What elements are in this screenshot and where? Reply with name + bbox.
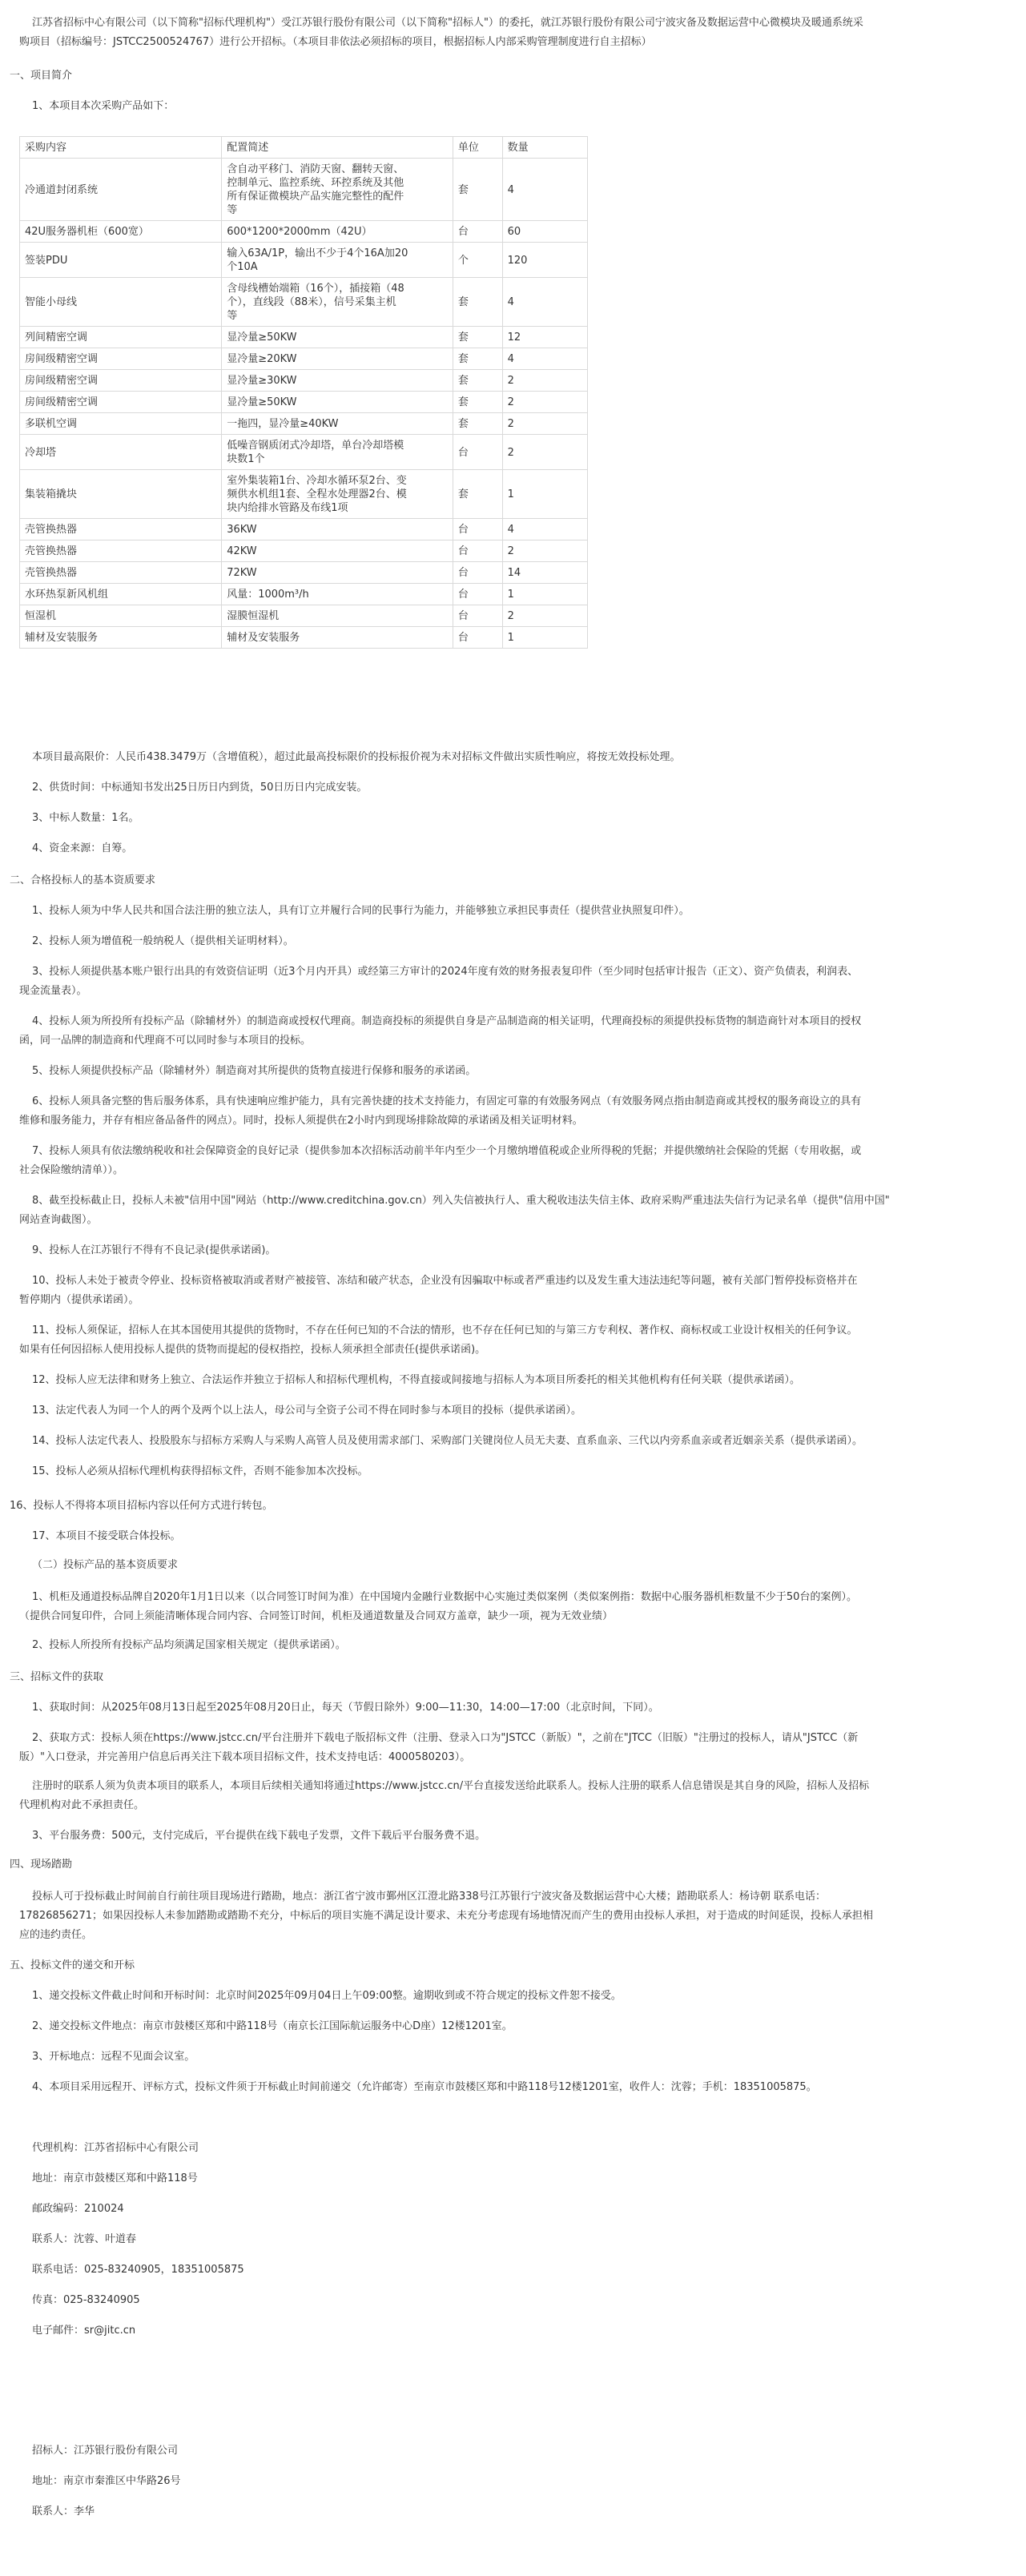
product-desc-line: 等 <box>227 204 238 216</box>
product-qty-cell: 4 <box>502 348 587 370</box>
product-name-cell: 辅材及安装服务 <box>20 627 222 649</box>
table-row <box>20 627 588 649</box>
table-row <box>20 159 588 221</box>
product-unit-cell: 个 <box>453 243 502 278</box>
product-desc-cell <box>222 159 453 221</box>
table-header-cell: 配置简述 <box>222 137 453 159</box>
product-unit-cell: 套 <box>453 470 502 519</box>
product-desc-line: 频供水机组1套、全程水处理器2台、模 <box>227 488 407 500</box>
submission-location: 2、递交投标文件地点：南京市鼓楼区郑和中路118号（南京长江国际航运服务中心D座）12楼1201室。 <box>32 2020 513 2032</box>
qualification-item-continued: 维修和服务能力，并存有相应备品备件的网点）。同时，投标人须提供在2小时内到现场排除故障的承诺函及相关证明材料。 <box>19 1115 583 1127</box>
table-row <box>20 435 588 470</box>
product-name-cell: 壳管换热器 <box>20 519 222 541</box>
product-qty-cell: 60 <box>502 221 587 243</box>
qualification-item-continued: 现金流量表）。 <box>19 985 87 997</box>
product-qty-cell: 12 <box>502 327 587 348</box>
product-qty-cell: 2 <box>502 413 587 435</box>
product-desc-line: 含自动平移门、消防天窗、翻转天窗、 <box>227 163 404 175</box>
winner-count: 3、中标人数量：1名。 <box>32 812 139 824</box>
product-desc-line: 显冷量≥50KW <box>227 396 297 408</box>
agent-info-line: 电子邮件：sr@jitc.cn <box>32 2325 136 2337</box>
table-header-cell: 数量 <box>502 137 587 159</box>
table-row <box>20 278 588 327</box>
product-requirements-title: （二）投标产品的基本资质要求 <box>32 1559 179 1571</box>
site-visit-line-2: 17826856271；如果因投标人未参加踏勘或踏勘不充分，中标后的项目实施不满足设计要求、未充分考虑现有场地情况而产生的费用由投标人承担，对于造成的时间延误，投标人承担相 <box>19 1910 873 1922</box>
product-qty-cell: 1 <box>502 584 587 605</box>
qualification-item: 6、投标人须具备完整的售后服务体系，具有快速响应维护能力，具有完善快捷的技术支持能力，有固定可靠的有效服务网点（有效服务网点指由制造商或其授权的服务商设立的具有 <box>32 1095 862 1107</box>
opening-location: 3、开标地点：远程不见面会议室。 <box>32 2051 195 2063</box>
qualification-item: 10、投标人未处于被责令停业、投标资格被取消或者财产被接管、冻结和破产状态，企业没有因骗取中标或者严重违约以及发生重大违法违纪等问题，被有关部门暂停投标资格并在 <box>32 1275 858 1287</box>
qualification-item: 2、投标人须为增值税一般纳税人（提供相关证明材料）。 <box>32 935 294 947</box>
product-name-cell: 水环热泵新风机组 <box>20 584 222 605</box>
table-row <box>20 413 588 435</box>
product-desc-cell <box>222 605 453 627</box>
product-qty-cell: 4 <box>502 519 587 541</box>
product-unit-cell: 套 <box>453 413 502 435</box>
product-qty-cell: 2 <box>502 435 587 470</box>
product-qty-cell: 2 <box>502 541 587 562</box>
agent-info-line: 联系人：沈蓉、叶道春 <box>32 2233 137 2245</box>
qualification-item: 14、投标人法定代表人、投股股东与招标方采购人与采购人高管人员及使用需求部门、采购部门关键岗位人员无夫妻、直系血亲、三代以内旁系血亲或者近姻亲关系（提供承诺函）。 <box>32 1435 863 1447</box>
tenderer-info-line: 招标人：江苏银行股份有限公司 <box>32 2445 179 2457</box>
product-qty-cell: 14 <box>502 562 587 584</box>
product-unit-cell: 套 <box>453 348 502 370</box>
product-desc-line: 低噪音钢质闭式冷却塔，单台冷却塔模 <box>227 440 404 452</box>
product-name-cell: 壳管换热器 <box>20 562 222 584</box>
qualification-item: 13、法定代表人为同一个人的两个及两个以上法人，母公司与全资子公司不得在同时参与本项目的投标（提供承诺函）。 <box>32 1405 582 1417</box>
section-1-item-1: 1、本项目本次采购产品如下： <box>32 100 175 112</box>
product-name-cell: 房间级精密空调 <box>20 370 222 392</box>
product-desc-cell <box>222 413 453 435</box>
qualification-item: 3、投标人须提供基本账户银行出具的有效资信证明（近3个月内开具）或经第三方审计的2024年度有效的财务报表复印件（至少同时包括审计报告（正文）、资产负债表，利润表、 <box>32 966 859 978</box>
platform-fee: 3、平台服务费：500元，支付完成后，平台提供在线下载电子发票，文件下载后平台服务费不退。 <box>32 1830 486 1842</box>
product-desc-cell <box>222 221 453 243</box>
product-unit-cell: 台 <box>453 627 502 649</box>
obtain-method-line-1: 2、获取方式：投标人须在https://www.jstcc.cn/平台注册并下载电子版招标文件（注册、登录入口为"JSTCC（新版）"，之前在"JTCC（旧版）"注册过的投标人，请从"JSTCC（新 <box>32 1732 859 1744</box>
product-req-2: 2、投标人所投所有投标产品均须满足国家相关规定（提供承诺函）。 <box>32 1639 346 1651</box>
table-row <box>20 470 588 519</box>
product-qty-cell: 2 <box>502 370 587 392</box>
product-desc-cell <box>222 627 453 649</box>
site-visit-line-1: 投标人可于投标截止时间前自行前往项目现场进行踏勘，地点：浙江省宁波市鄞州区江澄北路338号江苏银行宁波灾备及数据运营中心大楼；踏勘联系人：杨诗朝 联系电话： <box>32 1891 826 1903</box>
agent-info-line: 代理机构：江苏省招标中心有限公司 <box>32 2142 199 2154</box>
section-3-title: 三、招标文件的获取 <box>10 1671 104 1683</box>
product-desc-cell <box>222 541 453 562</box>
qualification-item-continued: 网站查询截图）。 <box>19 1214 98 1226</box>
product-qty-cell: 1 <box>502 627 587 649</box>
product-unit-cell: 套 <box>453 327 502 348</box>
product-desc-line: 显冷量≥50KW <box>227 332 297 344</box>
product-unit-cell: 套 <box>453 370 502 392</box>
product-desc-cell <box>222 470 453 519</box>
qualification-item-continued: 函，同一品牌的制造商和代理商不可以同时参与本项目的投标。 <box>19 1035 312 1047</box>
product-qty-cell: 2 <box>502 392 587 413</box>
price-limit: 本项目最高限价：人民币438.3479万（含增值税），超过此最高投标限价的投标报价视为未对招标文件做出实质性响应，将按无效投标处理。 <box>32 751 681 763</box>
product-desc-cell <box>222 327 453 348</box>
no-subcontract: 16、投标人不得将本项目招标内容以任何方式进行转包。 <box>10 1500 273 1512</box>
product-desc-cell <box>222 519 453 541</box>
product-name-cell: 壳管换热器 <box>20 541 222 562</box>
section-5-title: 五、投标文件的递交和开标 <box>10 1959 135 1971</box>
product-desc-line: 控制单元、监控系统、环控系统及其他 <box>227 177 404 189</box>
product-desc-line: 辅材及安装服务 <box>227 632 300 644</box>
agent-info-line: 联系电话：025-83240905，18351005875 <box>32 2264 244 2276</box>
product-qty-cell: 1 <box>502 470 587 519</box>
product-unit-cell: 台 <box>453 584 502 605</box>
product-desc-line: 湿膜恒湿机 <box>227 610 280 622</box>
product-desc-cell <box>222 562 453 584</box>
table-row <box>20 370 588 392</box>
product-name-cell: 签装PDU <box>20 243 222 278</box>
product-desc-line: 显冷量≥30KW <box>227 375 297 387</box>
product-name-cell: 房间级精密空调 <box>20 392 222 413</box>
table-row <box>20 243 588 278</box>
tenderer-info-line: 地址：南京市秦淮区中华路26号 <box>32 2475 181 2487</box>
product-desc-line: 块数1个 <box>227 453 265 465</box>
product-unit-cell: 台 <box>453 605 502 627</box>
product-name-cell: 恒湿机 <box>20 605 222 627</box>
submission-deadline: 1、递交投标文件截止时间和开标时间：北京时间2025年09月04日上午09:00整。逾期收到或不符合规定的投标文件恕不接受。 <box>32 1990 622 2002</box>
agent-info-line: 传真：025-83240905 <box>32 2294 140 2306</box>
product-desc-cell <box>222 243 453 278</box>
intro-line-2: 购项目（招标编号：JSTCC2500524767）进行公开招标。（本项目非依法必须招标的项目，根据招标人内部采购管理制度进行自主招标） <box>19 36 652 48</box>
qualification-item-continued: 社会保险缴纳清单））。 <box>19 1164 124 1176</box>
product-req-1-line-1: 1、机柜及通道投标品牌自2020年1月1日以来（以合同签订时间为准）在中国境内金融行业数据中心实施过类似案例（类似案例指：数据中心服务器机柜数量不少于50台的案例）。 <box>32 1591 857 1603</box>
product-table <box>19 136 588 649</box>
qualification-item: 15、投标人必须从招标代理机构获得招标文件，否则不能参加本次投标。 <box>32 1465 368 1477</box>
product-unit-cell: 台 <box>453 562 502 584</box>
fund-source: 4、资金来源：自筹。 <box>32 842 133 854</box>
product-desc-line: 42KW <box>227 545 257 557</box>
qualification-item: 9、投标人在江苏银行不得有不良记录(提供承诺函)。 <box>32 1244 276 1256</box>
product-name-cell: 冷通道封闭系统 <box>20 159 222 221</box>
qualification-item-continued: 暂停期内（提供承诺函）。 <box>19 1294 139 1306</box>
table-row <box>20 562 588 584</box>
product-unit-cell: 台 <box>453 519 502 541</box>
tenderer-info-line: 联系人：李华 <box>32 2506 95 2518</box>
product-req-1-line-2: （提供合同复印件，合同上须能清晰体现合同内容、合同签订时间，机柜及通道数量及合同双方盖章，缺少一项，视为无效业绩） <box>19 1610 614 1622</box>
qualification-item: 11、投标人须保证，招标人在其本国使用其提供的货物时，不存在任何已知的不合法的情形，也不存在任何已知的与第三方专利权、著作权、商标权或工业设计权相关的任何争议。 <box>32 1324 858 1336</box>
product-desc-cell <box>222 348 453 370</box>
delivery-time: 2、供货时间：中标通知书发出25日历日内到货，50日历日内完成安装。 <box>32 782 368 794</box>
product-name-cell: 房间级精密空调 <box>20 348 222 370</box>
product-qty-cell: 120 <box>502 243 587 278</box>
product-unit-cell: 套 <box>453 392 502 413</box>
qualification-item: 8、截至投标截止日，投标人未被"信用中国"网站（http://www.creditchina.gov.cn）列入失信被执行人、重大税收违法失信主体、政府采购严重违法失信行为记录名单（提供"信用中国" <box>32 1195 890 1207</box>
table-row <box>20 541 588 562</box>
product-desc-line: 所有保证微模块产品实施完整性的配件 <box>227 191 404 203</box>
product-desc-line: 一拖四，显冷量≥40KW <box>227 418 339 430</box>
qualification-item: 7、投标人须具有依法缴纳税收和社会保障资金的良好记录（提供参加本次招标活动前半年内至少一个月缴纳增值税或企业所得税的凭据；并提供缴纳社会保险的凭据（专用收据，或 <box>32 1145 862 1157</box>
product-desc-line: 显冷量≥20KW <box>227 353 297 365</box>
product-name-cell: 集装箱撬块 <box>20 470 222 519</box>
intro-line-1: 江苏省招标中心有限公司（以下简称"招标代理机构"）受江苏银行股份有限公司（以下简称"招标人"）的委托，就江苏银行股份有限公司宁波灾备及数据运营中心微模块及暖通系统采 <box>32 17 863 29</box>
table-row <box>20 348 588 370</box>
product-desc-cell <box>222 370 453 392</box>
product-unit-cell: 台 <box>453 541 502 562</box>
site-visit-line-3: 应的违约责任。 <box>19 1929 93 1941</box>
product-desc-cell <box>222 435 453 470</box>
table-header-cell: 单位 <box>453 137 502 159</box>
product-unit-cell: 台 <box>453 435 502 470</box>
product-desc-line: 72KW <box>227 567 257 579</box>
product-desc-line: 36KW <box>227 524 257 536</box>
product-name-cell: 多联机空调 <box>20 413 222 435</box>
product-desc-cell <box>222 584 453 605</box>
product-desc-line: 600*1200*2000mm（42U） <box>227 226 372 238</box>
table-header-cell: 采购内容 <box>20 137 222 159</box>
table-row <box>20 392 588 413</box>
table-row <box>20 584 588 605</box>
product-unit-cell: 套 <box>453 278 502 327</box>
table-row <box>20 327 588 348</box>
section-2-title: 二、合格投标人的基本资质要求 <box>10 874 156 886</box>
table-header-row <box>20 137 588 159</box>
qualification-item: 5、投标人须提供投标产品（除辅材外）制造商对其所提供的货物直接进行保修和服务的承诺函。 <box>32 1065 477 1077</box>
product-unit-cell: 台 <box>453 221 502 243</box>
product-name-cell: 列间精密空调 <box>20 327 222 348</box>
qualification-item: 12、投标人应无法律和财务上独立、合法运作并独立于招标人和招标代理机构，不得直接或间接地与招标人为本项目所委托的相关其他机构有任何关联（提供承诺函）。 <box>32 1374 801 1386</box>
product-desc-cell <box>222 392 453 413</box>
product-desc-line: 风量：1000m³/h <box>227 589 309 601</box>
qualification-item-continued: 如果有任何因招标人使用投标人提供的货物而提起的侵权指控，投标人须承担全部责任(提供承诺函)。 <box>19 1344 486 1356</box>
product-desc-line: 块内给排水管路及布线1项 <box>227 502 348 514</box>
product-qty-cell: 2 <box>502 605 587 627</box>
no-consortium: 17、本项目不接受联合体投标。 <box>32 1530 181 1542</box>
section-4-title: 四、现场踏勘 <box>10 1859 73 1871</box>
table-row <box>20 221 588 243</box>
registration-note-line-1: 注册时的联系人须为负责本项目的联系人，本项目后续相关通知将通过https://www.jstcc.cn/平台直接发送给此联系人。投标人注册的联系人信息错误是其自身的风险，招标人及招标 <box>32 1780 870 1792</box>
obtain-method-line-2: 版）"入口登录，并完善用户信息后再关注下载本项目招标文件，技术支持电话：4000580203）。 <box>19 1751 471 1763</box>
agent-info-line: 邮政编码：210024 <box>32 2203 124 2215</box>
product-desc-cell <box>222 278 453 327</box>
obtain-time: 1、获取时间：从2025年08月13日起至2025年08月20日止，每天（节假日除外）9:00—11:30，14:00—17:00（北京时间，下同）。 <box>32 1702 659 1714</box>
product-desc-line: 个），直线段（88米），信号采集主机 <box>227 296 396 308</box>
product-desc-line: 个10A <box>227 261 258 273</box>
table-row <box>20 605 588 627</box>
product-name-cell: 冷却塔 <box>20 435 222 470</box>
table-row <box>20 519 588 541</box>
section-1-title: 一、项目简介 <box>10 70 73 82</box>
agent-info-line: 地址：南京市鼓楼区郑和中路118号 <box>32 2172 198 2184</box>
product-unit-cell: 套 <box>453 159 502 221</box>
product-name-cell: 智能小母线 <box>20 278 222 327</box>
product-qty-cell: 4 <box>502 159 587 221</box>
product-desc-line: 室外集装箱1台、冷却水循环泵2台、变 <box>227 475 407 487</box>
qualification-item: 1、投标人须为中华人民共和国合法注册的独立法人，具有订立并履行合同的民事行为能力，并能够独立承担民事责任（提供营业执照复印件）。 <box>32 905 690 917</box>
remote-opening-note: 4、本项目采用远程开、评标方式，投标文件须于开标截止时间前递交（允许邮寄）至南京市鼓楼区郑和中路118号12楼1201室，收件人：沈蓉；手机：18351005875。 <box>32 2081 817 2093</box>
product-qty-cell: 4 <box>502 278 587 327</box>
product-desc-line: 输入63A/1P，输出不少于4个16A加20 <box>227 247 408 259</box>
product-desc-line: 含母线槽始端箱（16个），插接箱（48 <box>227 283 404 295</box>
product-desc-line: 等 <box>227 310 238 322</box>
product-name-cell: 42U服务器机柜（600宽） <box>20 221 222 243</box>
registration-note-line-2: 代理机构对此不承担责任。 <box>19 1799 145 1811</box>
qualification-item: 4、投标人须为所投所有投标产品（除辅材外）的制造商或授权代理商。制造商投标的须提供自身是产品制造商的相关证明，代理商投标的须提供投标货物的制造商针对本项目的授权 <box>32 1015 862 1027</box>
